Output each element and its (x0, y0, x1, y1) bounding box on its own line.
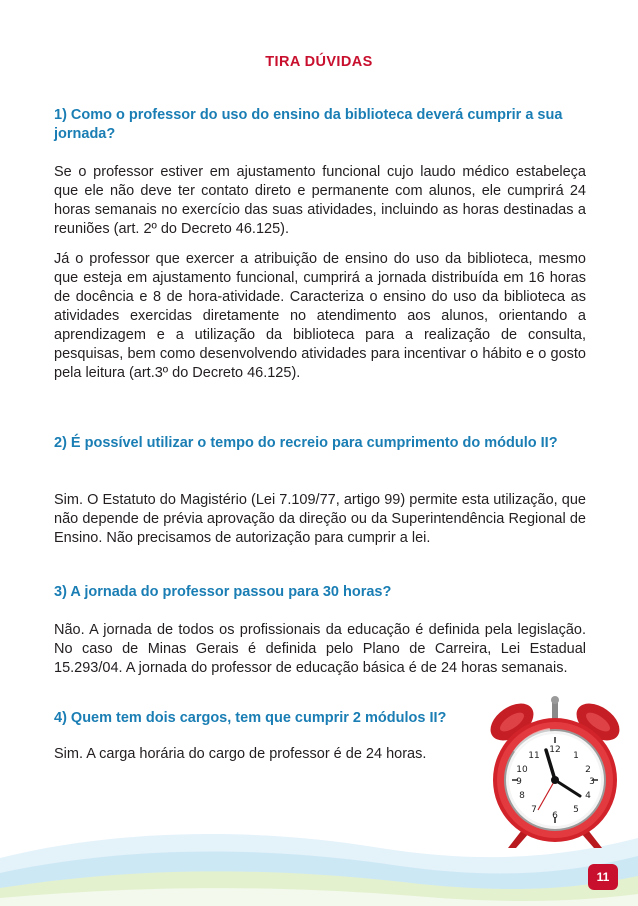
answer-1-paragraph-2: Já o professor que exercer a atribuição de ensino do uso da biblioteca, mesmo que esteja em ajustamento funcional, cumprirá a jornada distribuída em 16 horas de docência e 8 de hora-atividade. Caracteriza o ensino do uso da biblioteca as atividades exercidas diretamente no atendimento aos alunos, orientando a aprendizagem e a utilização da biblioteca para a realização de consulta, pesquisas, bem como desenvolvendo atividades para incentivar o hábito e o gosto pela leitura (art.3º do Decreto 46.125). (54, 251, 586, 381)
answer-1-paragraph-1: Se o professor estiver em ajustamento funcional cujo laudo médico estabeleça que ele não deve ter contato direto e permanente com alunos, ele cumprirá 24 horas semanais no exercício das suas atividades, incluindo as horas destinadas a reuniões (art. 2º do Decreto 46.125). (54, 164, 586, 237)
svg-text:11: 11 (528, 751, 540, 761)
page-title: TIRA DÚVIDAS (265, 54, 373, 70)
svg-text:1: 1 (573, 751, 579, 761)
svg-text:4: 4 (585, 791, 591, 801)
page-number: 11 (588, 864, 618, 890)
svg-text:7: 7 (531, 805, 537, 815)
svg-text:6: 6 (552, 811, 558, 821)
question-4: 4) Quem tem dois cargos, tem que cumprir 2 módulos II? (54, 710, 447, 726)
answer-3: Não. A jornada de todos os profissionais da educação é definida pela legislação. No caso de Minas Gerais é definida pelo Plano de Carreira, Lei Estadual 15.293/04. A jornada do professor de educação básica é de 24 horas semanais. (54, 622, 586, 676)
svg-text:10: 10 (516, 765, 528, 775)
question-1: 1) Como o professor do uso do ensino da biblioteca deverá cumprir a sua jornada? (54, 107, 563, 142)
svg-text:8: 8 (519, 791, 525, 801)
svg-text:5: 5 (573, 805, 579, 815)
svg-text:2: 2 (585, 765, 591, 775)
answer-2: Sim. O Estatuto do Magistério (Lei 7.109/77, artigo 99) permite esta utilização, que não depende de prévia aprovação da direção ou da Superintendência Regional de Ensino. Não precisamos de autorização para cumprir a lei. (54, 492, 586, 546)
question-2: 2) É possível utilizar o tempo do recreio para cumprimento do módulo II? (54, 435, 558, 451)
question-3: 3) A jornada do professor passou para 30 horas? (54, 584, 392, 600)
svg-text:3: 3 (589, 777, 595, 787)
answer-4: Sim. A carga horária do cargo de professor é de 24 horas. (54, 746, 427, 762)
svg-text:9: 9 (516, 777, 522, 787)
alarm-clock-icon (480, 692, 630, 852)
svg-text:12: 12 (549, 745, 561, 755)
